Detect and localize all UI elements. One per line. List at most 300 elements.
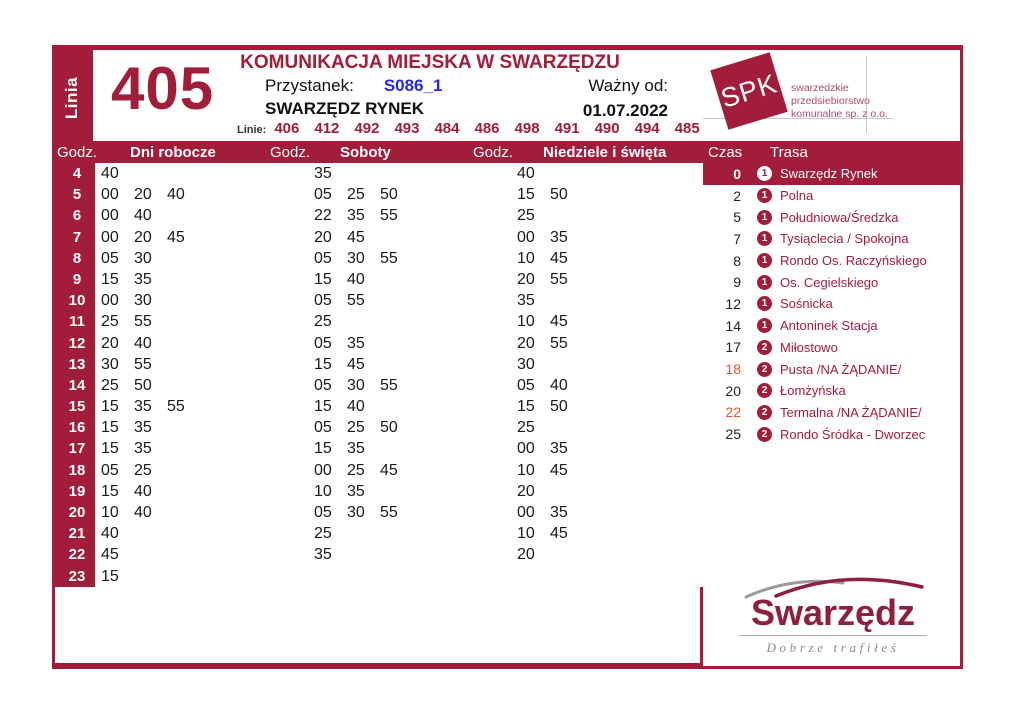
linia-strip: [52, 50, 93, 146]
minute-value: 10: [101, 504, 119, 521]
hour-cell: 18: [68, 461, 86, 479]
sundays-column: [478, 163, 724, 587]
zone-badge: 2: [757, 340, 772, 355]
swarzedz-city-logo: [733, 574, 933, 656]
hour-cell: 4: [285, 165, 295, 182]
minutes-cell: [511, 566, 724, 587]
minutes-cell: [511, 438, 724, 459]
timetable-row: [478, 460, 724, 481]
other-line-number: 490: [594, 120, 620, 137]
timetable-row: [478, 227, 724, 248]
route-stop-row: [703, 315, 960, 337]
minute-value: 55: [134, 313, 152, 331]
minutes-cell: [511, 375, 724, 396]
spk-abbr: SPK: [717, 67, 781, 114]
minutes-cell: [511, 354, 724, 375]
minute-value: 30: [101, 355, 119, 373]
hour-cell: 20: [68, 504, 86, 521]
minute-value: 50: [380, 419, 398, 437]
timetable-row: [478, 523, 724, 544]
trasa-header: Trasa: [770, 144, 808, 161]
timetable-row: [478, 163, 724, 184]
minute-value: 45: [550, 249, 568, 267]
timetable-row: [478, 502, 724, 523]
minute-value: 00: [517, 504, 535, 521]
minute-value: 35: [134, 398, 152, 416]
minute-value: 35: [347, 482, 365, 500]
minutes-cell: [511, 290, 724, 311]
hour-cell: 22: [68, 546, 86, 564]
hour-cell: 9: [72, 270, 82, 288]
minute-value: 55: [167, 398, 185, 416]
timetable-frame: [52, 45, 963, 669]
route-stop-row: [703, 380, 960, 402]
hour-cell: 12: [68, 334, 86, 352]
travel-time: 5: [733, 209, 741, 226]
minute-value: 00: [101, 186, 119, 204]
minute-value: 25: [347, 186, 365, 204]
minute-value: 55: [380, 249, 398, 267]
hour-cell: 21: [281, 525, 299, 543]
minutes-cell: [511, 311, 724, 332]
travel-time: 25: [725, 426, 741, 443]
minute-value: 15: [101, 567, 119, 585]
hour-cell: 19: [484, 482, 502, 500]
travel-time: 22: [725, 404, 741, 421]
minute-value: 35: [550, 228, 568, 246]
hour-cell: 10: [281, 292, 299, 310]
minute-value: 55: [380, 504, 398, 521]
minute-value: 05: [101, 249, 119, 267]
czas-header: Czas: [708, 144, 743, 161]
hour-cell: 5: [72, 186, 82, 204]
hour-cell: 12: [281, 334, 299, 352]
minute-value: 35: [134, 440, 152, 458]
minutes-cell: [511, 396, 724, 417]
timetable-row: [478, 396, 724, 417]
minute-value: 15: [314, 440, 332, 458]
sundays-header: Niedziele i święta: [543, 144, 667, 161]
minute-value: 15: [517, 186, 535, 204]
minute-value: 45: [550, 313, 568, 331]
minute-value: 25: [517, 207, 535, 225]
spk-logo: [703, 50, 963, 141]
minute-value: 05: [101, 461, 119, 479]
hour-cell: 22: [281, 546, 299, 564]
minute-value: 15: [101, 419, 119, 437]
minute-value: 35: [517, 292, 535, 310]
minute-value: 15: [314, 355, 332, 373]
other-line-number: 484: [434, 120, 460, 137]
hour-cell: 19: [68, 482, 86, 500]
timetable-row: [478, 205, 724, 226]
route-stop-row: [703, 163, 960, 185]
travel-time: 20: [725, 382, 741, 399]
hour-cell: 20: [484, 504, 502, 521]
timetable-row: [478, 566, 724, 587]
minute-value: 05: [314, 249, 332, 267]
minute-value: 10: [517, 461, 535, 479]
minute-value: 50: [550, 186, 568, 204]
hour-cell: 17: [281, 440, 299, 458]
minute-value: 50: [550, 398, 568, 416]
minutes-cell: [511, 163, 724, 184]
logo-divider: [739, 635, 927, 636]
minute-value: 45: [550, 525, 568, 543]
stop-label: Przystanek:: [265, 76, 354, 95]
stop-row: [265, 76, 442, 96]
timetable-row: [478, 417, 724, 438]
minute-value: 25: [134, 461, 152, 479]
other-lines-list: [274, 120, 699, 137]
travel-time: 17: [725, 339, 741, 356]
hour-cell: 9: [285, 270, 295, 288]
minutes-cell: [511, 184, 724, 205]
minute-value: 55: [134, 355, 152, 373]
hour-cell: 17: [484, 440, 502, 458]
minute-value: 20: [517, 270, 535, 288]
minute-value: 45: [101, 546, 119, 564]
minute-value: 55: [347, 292, 365, 310]
route-stop-row: [703, 423, 960, 445]
hour-cell: 13: [484, 355, 502, 373]
minute-value: 05: [314, 186, 332, 204]
hour-cell: 14: [68, 376, 86, 394]
minutes-cell: [511, 205, 724, 226]
minute-value: 30: [134, 292, 152, 310]
hour-cell: 12: [484, 334, 502, 352]
minute-value: 15: [314, 270, 332, 288]
hour-cell: 16: [281, 419, 299, 437]
hour-cell: 18: [484, 461, 502, 479]
zone-badge: 1: [757, 296, 772, 311]
hour-cell: 8: [488, 249, 498, 267]
minute-value: 25: [314, 313, 332, 331]
minute-value: 50: [380, 186, 398, 204]
other-line-number: 498: [514, 120, 540, 137]
other-line-number: 406: [274, 120, 300, 137]
other-lines-row: [237, 120, 700, 137]
city-logo-text: Swarzędz: [750, 592, 916, 633]
stop-name: Tysiąclecia / Spokojna: [780, 231, 909, 247]
hour-cell: 23: [484, 567, 502, 585]
minute-value: 25: [517, 419, 535, 437]
minute-value: 55: [380, 376, 398, 394]
minutes-cell: [511, 544, 724, 565]
minute-value: 40: [134, 207, 152, 225]
timetable-row: [478, 544, 724, 565]
minute-value: 10: [517, 249, 535, 267]
zone-badge: 2: [757, 427, 772, 442]
minute-value: 35: [314, 165, 332, 182]
minute-value: 35: [134, 419, 152, 437]
zone-badge: 2: [757, 362, 772, 377]
route-stop-row: [703, 185, 960, 207]
hour-cell: 7: [285, 228, 295, 246]
timetable-row: [478, 375, 724, 396]
minute-value: 30: [134, 249, 152, 267]
zone-badge: 1: [757, 318, 772, 333]
stop-name: Łomżyńska: [780, 383, 846, 399]
minute-value: 20: [134, 186, 152, 204]
minute-value: 15: [101, 398, 119, 416]
minute-value: 45: [550, 461, 568, 479]
other-line-number: 412: [314, 120, 340, 137]
minute-value: 00: [101, 292, 119, 310]
hour-cell: 13: [68, 355, 86, 373]
route-stop-row: [703, 337, 960, 359]
minute-value: 45: [167, 228, 185, 246]
valid-from-label: Ważny od:: [588, 76, 668, 95]
stop-name: Os. Cegielskiego: [780, 274, 879, 290]
stop-name: Swarzędz Rynek: [780, 166, 878, 182]
minute-value: 20: [134, 228, 152, 246]
minute-value: 25: [101, 313, 119, 331]
minute-value: 15: [314, 398, 332, 416]
hour-cell: 9: [488, 270, 498, 288]
minute-value: 15: [101, 270, 119, 288]
minute-value: 40: [517, 165, 535, 182]
hour-cell: 11: [282, 313, 298, 331]
minutes-cell: [511, 460, 724, 481]
workdays-header: Dni robocze: [130, 144, 216, 161]
travel-time: 18: [725, 361, 741, 378]
spk-company-line: przedsiebiorstwo: [791, 95, 870, 107]
minutes-cell: [511, 502, 724, 523]
zone-badge: 1: [757, 275, 772, 290]
hour-header-saturdays: Godz.: [270, 144, 311, 161]
hour-cell: 15: [281, 398, 299, 416]
minutes-cell: [511, 481, 724, 502]
minute-value: 20: [314, 228, 332, 246]
minute-value: 35: [347, 334, 365, 352]
minute-value: 20: [517, 482, 535, 500]
minute-value: 40: [347, 270, 365, 288]
timetable-row: [478, 333, 724, 354]
travel-time: 14: [725, 317, 741, 334]
zone-badge: 1: [757, 210, 772, 225]
minute-value: 22: [314, 207, 332, 225]
zone-badge: 1: [757, 253, 772, 268]
minute-value: 40: [134, 334, 152, 352]
minutes-cell: [511, 227, 724, 248]
travel-time: 2: [733, 187, 741, 204]
stop-name: Termalna /NA ŻĄDANIE/: [780, 404, 922, 420]
header: [93, 50, 960, 141]
hour-cell: 4: [488, 165, 498, 182]
minutes-cell: [511, 523, 724, 544]
other-line-number: 485: [674, 120, 700, 137]
travel-time: 8: [733, 252, 741, 269]
hour-cell: 20: [281, 504, 299, 521]
timetable-row: [478, 269, 724, 290]
minute-value: 20: [517, 546, 535, 564]
minute-value: 10: [517, 313, 535, 331]
minute-value: 25: [101, 376, 119, 394]
hour-cell: 11: [485, 313, 501, 331]
minute-value: 40: [134, 482, 152, 500]
stop-name: Miłostowo: [780, 339, 838, 355]
minute-value: 20: [517, 334, 535, 352]
minutes-cell: [511, 333, 724, 354]
hour-cell: 6: [285, 207, 295, 225]
hour-cell: 5: [285, 186, 295, 204]
minute-value: 30: [347, 376, 365, 394]
minute-value: 00: [517, 228, 535, 246]
minute-value: 35: [314, 546, 332, 564]
hour-cell: 7: [72, 228, 82, 246]
minute-value: 05: [314, 376, 332, 394]
hour-cell: 4: [72, 165, 82, 182]
hour-cell: 23: [68, 567, 86, 585]
hour-cell: 18: [281, 461, 299, 479]
minute-value: 40: [101, 165, 119, 182]
minute-value: 35: [347, 207, 365, 225]
hour-header-sundays: Godz.: [473, 144, 514, 161]
minute-value: 40: [550, 376, 568, 394]
hour-cell: 10: [68, 292, 86, 310]
hour-cell: 10: [484, 292, 502, 310]
valid-from-block: [428, 76, 668, 121]
minute-value: 25: [347, 461, 365, 479]
hour-cell: 17: [68, 440, 86, 458]
hour-cell: 16: [484, 419, 502, 437]
bottom-empty-box: [55, 587, 700, 663]
travel-time: 0: [733, 165, 741, 182]
stop-name: Rondo Os. Raczyńskiego: [780, 253, 927, 269]
travel-time: 7: [733, 230, 741, 247]
minute-value: 45: [380, 461, 398, 479]
stop-name: Sośnicka: [780, 296, 833, 312]
hour-cell: 23: [281, 567, 299, 585]
line-number: 405: [111, 55, 215, 122]
other-line-number: 491: [554, 120, 580, 137]
hour-cell: 15: [484, 398, 502, 416]
minute-value: 05: [314, 292, 332, 310]
hour-cell: 8: [72, 249, 82, 267]
route-stop-row: [703, 250, 960, 272]
minute-value: 15: [101, 440, 119, 458]
timetable-row: [478, 184, 724, 205]
hour-cell: 21: [68, 525, 86, 543]
minute-value: 05: [517, 376, 535, 394]
stop-name: Rondo Śródka - Dworzec: [780, 426, 926, 442]
other-lines-label: Linie:: [237, 124, 267, 136]
minute-value: 00: [517, 440, 535, 458]
timetable-row: [478, 438, 724, 459]
minute-value: 00: [101, 228, 119, 246]
minute-value: 20: [101, 334, 119, 352]
timetable-row: [478, 311, 724, 332]
stop-code-link[interactable]: S086_1: [383, 76, 443, 95]
spk-company-line: komunalne sp. z o.o.: [791, 108, 888, 120]
minute-value: 25: [347, 419, 365, 437]
other-line-number: 492: [354, 120, 380, 137]
minute-value: 35: [134, 270, 152, 288]
zone-badge: 1: [757, 188, 772, 203]
route-stop-row: [703, 358, 960, 380]
minute-value: 55: [550, 270, 568, 288]
minute-value: 50: [134, 376, 152, 394]
minute-value: 00: [314, 461, 332, 479]
minute-value: 40: [134, 504, 152, 521]
hour-cell: 15: [68, 398, 86, 416]
other-line-number: 486: [474, 120, 500, 137]
linia-label: Linia: [62, 76, 82, 120]
timetable-row: [478, 481, 724, 502]
minute-value: 35: [550, 440, 568, 458]
minute-value: 40: [101, 525, 119, 543]
hour-cell: 19: [281, 482, 299, 500]
route-stop-row: [703, 228, 960, 250]
hour-header-workdays: Godz.: [57, 144, 98, 161]
minute-value: 45: [347, 228, 365, 246]
zone-badge: 1: [757, 231, 772, 246]
minute-value: 05: [314, 419, 332, 437]
hour-cell: 22: [484, 546, 502, 564]
hour-cell: 6: [72, 207, 82, 225]
minutes-cell: [511, 269, 724, 290]
saturdays-header: Soboty: [340, 144, 391, 161]
minutes-cell: [511, 248, 724, 269]
city-logo-slogan: Dobrze trafiłeś: [766, 640, 900, 655]
stop-name: Pusta /NA ŻĄDANIE/: [780, 361, 902, 377]
minute-value: 25: [314, 525, 332, 543]
zone-badge: 2: [757, 405, 772, 420]
minute-value: 30: [347, 504, 365, 521]
route-stop-row: [703, 271, 960, 293]
valid-from-date: 01.07.2022: [582, 101, 668, 120]
travel-time: 12: [725, 295, 741, 312]
minute-value: 10: [517, 525, 535, 543]
stop-name: SWARZĘDZ RYNEK: [265, 99, 424, 118]
zone-badge: 1: [757, 166, 772, 181]
zone-badge: 2: [757, 383, 772, 398]
minute-value: 05: [314, 334, 332, 352]
hour-cell: 5: [488, 186, 498, 204]
stop-name: Antoninek Stacja: [780, 318, 878, 334]
stop-name: Południowa/Średzka: [780, 209, 899, 225]
page-title: KOMUNIKACJA MIEJSKA W SWARZĘDZU: [240, 52, 620, 73]
minute-value: 40: [347, 398, 365, 416]
minute-value: 35: [550, 504, 568, 521]
route-stop-row: [703, 402, 960, 424]
minutes-cell: [511, 417, 724, 438]
minute-value: 15: [101, 482, 119, 500]
other-line-number: 493: [394, 120, 420, 137]
minute-value: 05: [314, 504, 332, 521]
hour-cell: 6: [488, 207, 498, 225]
hour-cell: 14: [484, 376, 502, 394]
hour-cell: 11: [69, 313, 85, 331]
spk-company-line: swarzedzkie: [791, 82, 849, 94]
hour-cell: 16: [68, 419, 86, 437]
route-list: [703, 163, 960, 445]
minute-value: 40: [167, 186, 185, 204]
timetable-row: [478, 354, 724, 375]
minute-value: 35: [347, 440, 365, 458]
hour-cell: 13: [281, 355, 299, 373]
stop-name: Polna: [780, 188, 814, 204]
minute-value: 45: [347, 355, 365, 373]
minute-value: 30: [517, 355, 535, 373]
minute-value: 55: [380, 207, 398, 225]
route-stop-row: [703, 293, 960, 315]
route-stop-row: [703, 206, 960, 228]
hour-cell: 21: [484, 525, 502, 543]
minute-value: 30: [347, 249, 365, 267]
timetable-row: [478, 290, 724, 311]
